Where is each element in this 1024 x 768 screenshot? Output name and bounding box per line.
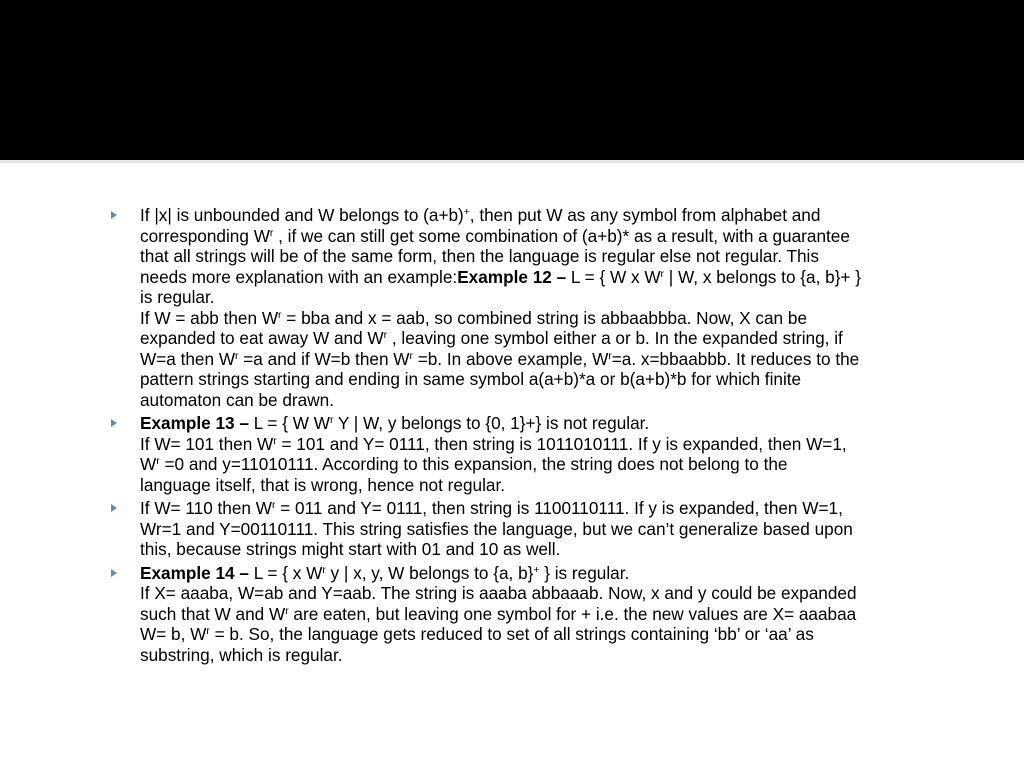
text-run: = bba and x = aab, so combined string is abbaabbba. Now, X can be — [281, 307, 808, 328]
text-run: pattern strings starting and ending in same symbol a(a+b)*a or b(a+b)*b for which finite — [140, 369, 802, 389]
text-run: such that W and W — [140, 603, 286, 624]
text-run: W — [140, 454, 157, 474]
text-run: this, because strings might start with 01 and 10 as well. — [140, 539, 561, 559]
bullet-text-line — [140, 205, 968, 226]
bullet-item — [108, 413, 968, 495]
bullet-text-line — [140, 413, 968, 434]
bullet-text-line — [140, 434, 968, 455]
triangle-bullet-icon — [111, 419, 117, 427]
title-divider — [0, 160, 1024, 163]
bullet-item — [108, 205, 968, 410]
text-run: substring, which is regular. — [140, 644, 343, 665]
text-run: = 101 and Y= 0111, then string is 1011010111. If y is expanded, then W=1, — [276, 433, 847, 454]
text-run: If W = abb then W — [140, 307, 279, 328]
bullet-text-line — [140, 349, 968, 370]
title-band — [0, 0, 1024, 160]
superscript: r — [273, 435, 277, 447]
superscript: r — [285, 605, 289, 617]
text-run: L = { x W — [248, 562, 323, 583]
text-run: =a and if W=b then W — [238, 348, 410, 369]
text-run: language itself, that is wrong, hence not regular. — [140, 474, 505, 495]
superscript: + — [463, 206, 470, 218]
bullet-item — [108, 498, 968, 560]
superscript: r — [383, 329, 388, 341]
superscript: r — [206, 625, 210, 637]
triangle-bullet-icon — [111, 504, 117, 512]
text-run: , leaving one symbol either a or b. In the expanded string, if — [387, 328, 843, 348]
superscript: r — [269, 227, 274, 239]
bullet-text-line — [140, 475, 968, 496]
text-run: = b. So, the language gets reduced to set of all strings containing ‘bb’ or ‘aa’ as — [209, 624, 814, 644]
text-run: L = { W x W — [566, 266, 661, 287]
bullet-list — [108, 205, 968, 665]
text-run: If |x| is unbounded and W belongs to (a+b) — [140, 205, 464, 225]
example-heading: Example 12 – — [457, 266, 567, 287]
text-run: corresponding W — [140, 225, 270, 246]
text-run: , if we can still get some combination of (a+b)* as a result, with a guarantee — [273, 225, 850, 246]
text-run: W=a then W — [140, 348, 236, 369]
text-run: expanded to eat away W and W — [140, 328, 384, 348]
text-run: that all strings will be of the same form, then the language is regular else not regular. This — [140, 246, 819, 266]
text-run: If W= 110 then W — [140, 498, 272, 518]
superscript: r — [660, 268, 664, 280]
bullet-text-line — [140, 563, 968, 584]
superscript: r — [329, 414, 334, 426]
superscript: r — [409, 350, 413, 362]
triangle-bullet-icon — [111, 211, 117, 219]
bullet-text-line — [140, 624, 968, 645]
text-run: | W, x belongs to {a, b}+ } — [663, 266, 861, 287]
superscript: r — [272, 499, 276, 511]
text-run: =0 and y=11010111. According to this expansion, the string does not belong to the — [159, 454, 788, 474]
text-run: L = { W W — [248, 413, 330, 433]
bullet-text-line — [140, 328, 968, 349]
triangle-bullet-icon — [111, 569, 117, 577]
example-heading: Example 13 – — [140, 413, 249, 433]
superscript: r — [608, 350, 612, 362]
slide-body — [108, 205, 968, 668]
text-run: W= b, W — [140, 624, 207, 644]
bullet-text-line — [140, 308, 968, 329]
text-run: } is regular. — [539, 562, 630, 583]
bullet-text-line — [140, 369, 968, 390]
superscript: + — [533, 564, 540, 576]
text-run: , then put W as any symbol from alphabet and — [469, 205, 821, 225]
text-run: If X= aaaba, W=ab and Y=aab. The string is aaaba abbaaab. Now, x and y could be expanded — [140, 583, 857, 603]
text-run: Wr=1 and Y=00110111. This string satisfies the language, but we can’t generalize based upon — [140, 518, 853, 539]
text-run: are eaten, but leaving one symbol for + i.e. the new values are X= aaabaa — [288, 603, 857, 624]
bullet-item — [108, 563, 968, 666]
bullet-text-line — [140, 539, 968, 560]
text-run: is regular. — [140, 287, 215, 307]
bullet-text-line — [140, 226, 968, 247]
bullet-text-line — [140, 390, 968, 411]
text-run: y | x, y, W belongs to {a, b} — [325, 562, 534, 583]
bullet-text-line — [140, 583, 968, 604]
text-run: If W= 101 then W — [140, 433, 274, 454]
superscript: r — [156, 455, 160, 467]
bullet-text-line — [140, 287, 968, 308]
bullet-text-line — [140, 454, 968, 475]
bullet-text-line — [140, 519, 968, 540]
text-run: needs more explanation with an example: — [140, 266, 458, 287]
superscript: r — [235, 350, 239, 362]
superscript: r — [278, 309, 282, 321]
text-run: =b. In above example, W — [412, 348, 609, 369]
text-run: Y | W, y belongs to {0, 1}+} is not regular. — [333, 413, 650, 433]
example-heading: Example 14 – — [140, 562, 249, 583]
bullet-text-line — [140, 498, 968, 519]
bullet-text-line — [140, 645, 968, 666]
text-run: automaton can be drawn. — [140, 389, 334, 410]
text-run: =a. x=bbaabbb. It reduces to the — [611, 348, 860, 369]
superscript: r — [322, 564, 326, 576]
bullet-text-line — [140, 267, 968, 288]
bullet-text-line — [140, 604, 968, 625]
text-run: = 011 and Y= 0111, then string is 1100110111. If y is expanded, then W=1, — [275, 498, 843, 518]
bullet-text-line — [140, 246, 968, 267]
